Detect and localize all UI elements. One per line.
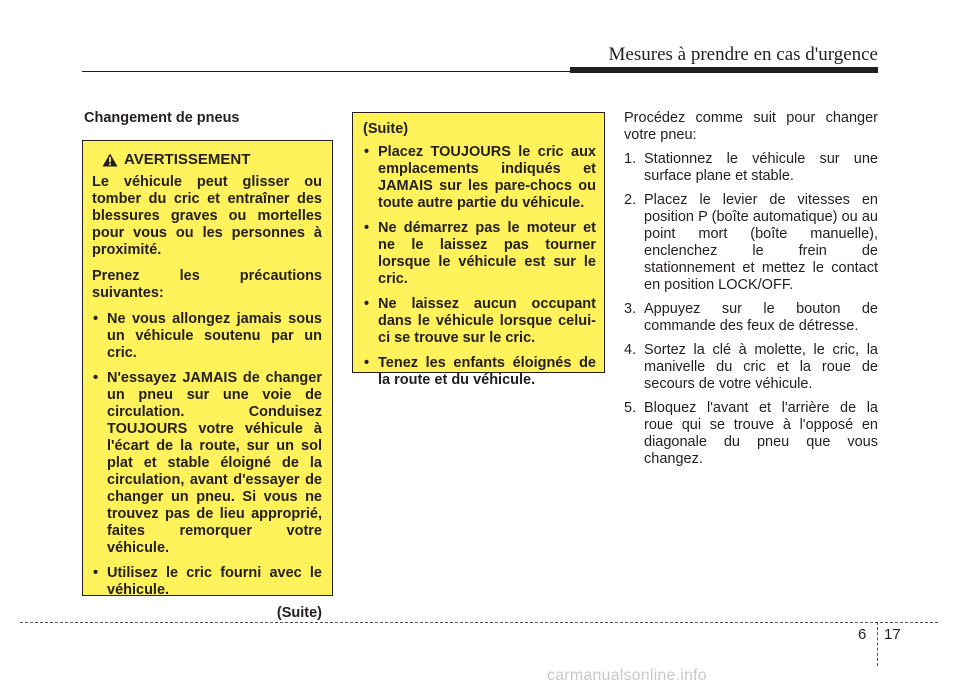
- warning-header: [102, 151, 322, 168]
- step-number: 1.: [624, 151, 637, 167]
- procedure-step: [624, 301, 878, 335]
- step-text: Sortez la clé à molette, le cric, la manivelle du cric et la roue de secours de votre véhicule.: [644, 342, 878, 392]
- step-number: 4.: [624, 342, 637, 358]
- warning-box: [82, 140, 333, 621]
- continued-label: (Suite): [276, 605, 322, 621]
- continued-heading: (Suite): [363, 121, 409, 137]
- step-text: Stationnez le véhicule sur une surface plane et stable.: [644, 151, 878, 184]
- warning-triangle-icon: [102, 153, 118, 167]
- header-rule-thick: [570, 67, 878, 73]
- warning-cont-bullet: • Ne laissez aucun occupant dans le véhicule lorsque celui-ci se trouve sur le cric.: [363, 296, 596, 347]
- warning-cont-bullet: • Ne démarrez pas le moteur et ne le laissez pas tourner lorsque le véhicule est sur le cric.: [363, 220, 596, 288]
- step-text: Bloquez l'avant et l'arrière de la roue qui se trouve à l'opposé en diagonale du pneu que vous changez.: [644, 400, 878, 467]
- footer-divider: [20, 622, 938, 623]
- warning-cont-bullet: • Placez TOUJOURS le cric aux emplacements indiqués et JAMAIS sur les pare-chocs ou toute autre partie du véhicule.: [363, 144, 596, 212]
- procedure-step: [624, 400, 878, 468]
- step-number: 5.: [624, 400, 637, 416]
- step-number: 2.: [624, 192, 637, 208]
- procedure-step: [624, 151, 878, 185]
- warning-title: AVERTISSEMENT: [124, 151, 251, 168]
- watermark: carmanualsonline.info: [547, 667, 707, 684]
- warning-cont-bullet-list: [363, 144, 596, 389]
- procedure-steps: [624, 151, 878, 468]
- page-header-title: Mesures à prendre en cas d'urgence: [608, 44, 878, 65]
- step-number: 3.: [624, 301, 637, 317]
- section-heading: Changement de pneus: [84, 110, 240, 126]
- step-text: Placez le levier de vitesses en position P (boîte automatique) ou au point mort (boîte manuelle), enclenchez le frein de stationnement et mettez le contact en position LOCK/OFF.: [644, 192, 878, 293]
- procedure-step: [624, 192, 878, 294]
- warning-bullet: • Ne vous allongez jamais sous un véhicule soutenu par un cric.: [92, 311, 322, 362]
- footer-page-divider: [877, 622, 878, 666]
- procedure-step: [624, 342, 878, 393]
- warning-box-continued: [352, 112, 605, 388]
- warning-lead: Prenez les précautions suivantes:: [92, 268, 322, 301]
- header-rule-thin: [82, 71, 582, 72]
- warning-bullet-list: [92, 311, 322, 599]
- procedure-intro: Procédez comme suit pour changer votre pneu:: [624, 110, 878, 143]
- warning-bullet: • Utilisez le cric fourni avec le véhicule.: [92, 565, 322, 599]
- chapter-number: 6: [858, 626, 867, 643]
- warning-bullet: • N'essayez JAMAIS de changer un pneu sur une voie de circulation. Conduisez TOUJOURS votre véhicule à l'écart de la route, sur un sol plat et stable éloigné de la circulation, avant d'essayer de changer un pneu. Si vous ne trouvez pas de lieu approprié, faites remorquer votre véhicule.: [92, 370, 322, 557]
- warning-cont-bullet: • Tenez les enfants éloignés de la route et du véhicule.: [363, 355, 596, 389]
- warning-intro: Le véhicule peut glisser ou tomber du cric et entraîner des blessures graves ou mortelles pour vous ou les personnes à proximité.: [92, 174, 322, 258]
- step-text: Appuyez sur le bouton de commande des feux de détresse.: [644, 301, 878, 334]
- page-number: 17: [884, 626, 901, 643]
- procedure-column: [624, 110, 878, 475]
